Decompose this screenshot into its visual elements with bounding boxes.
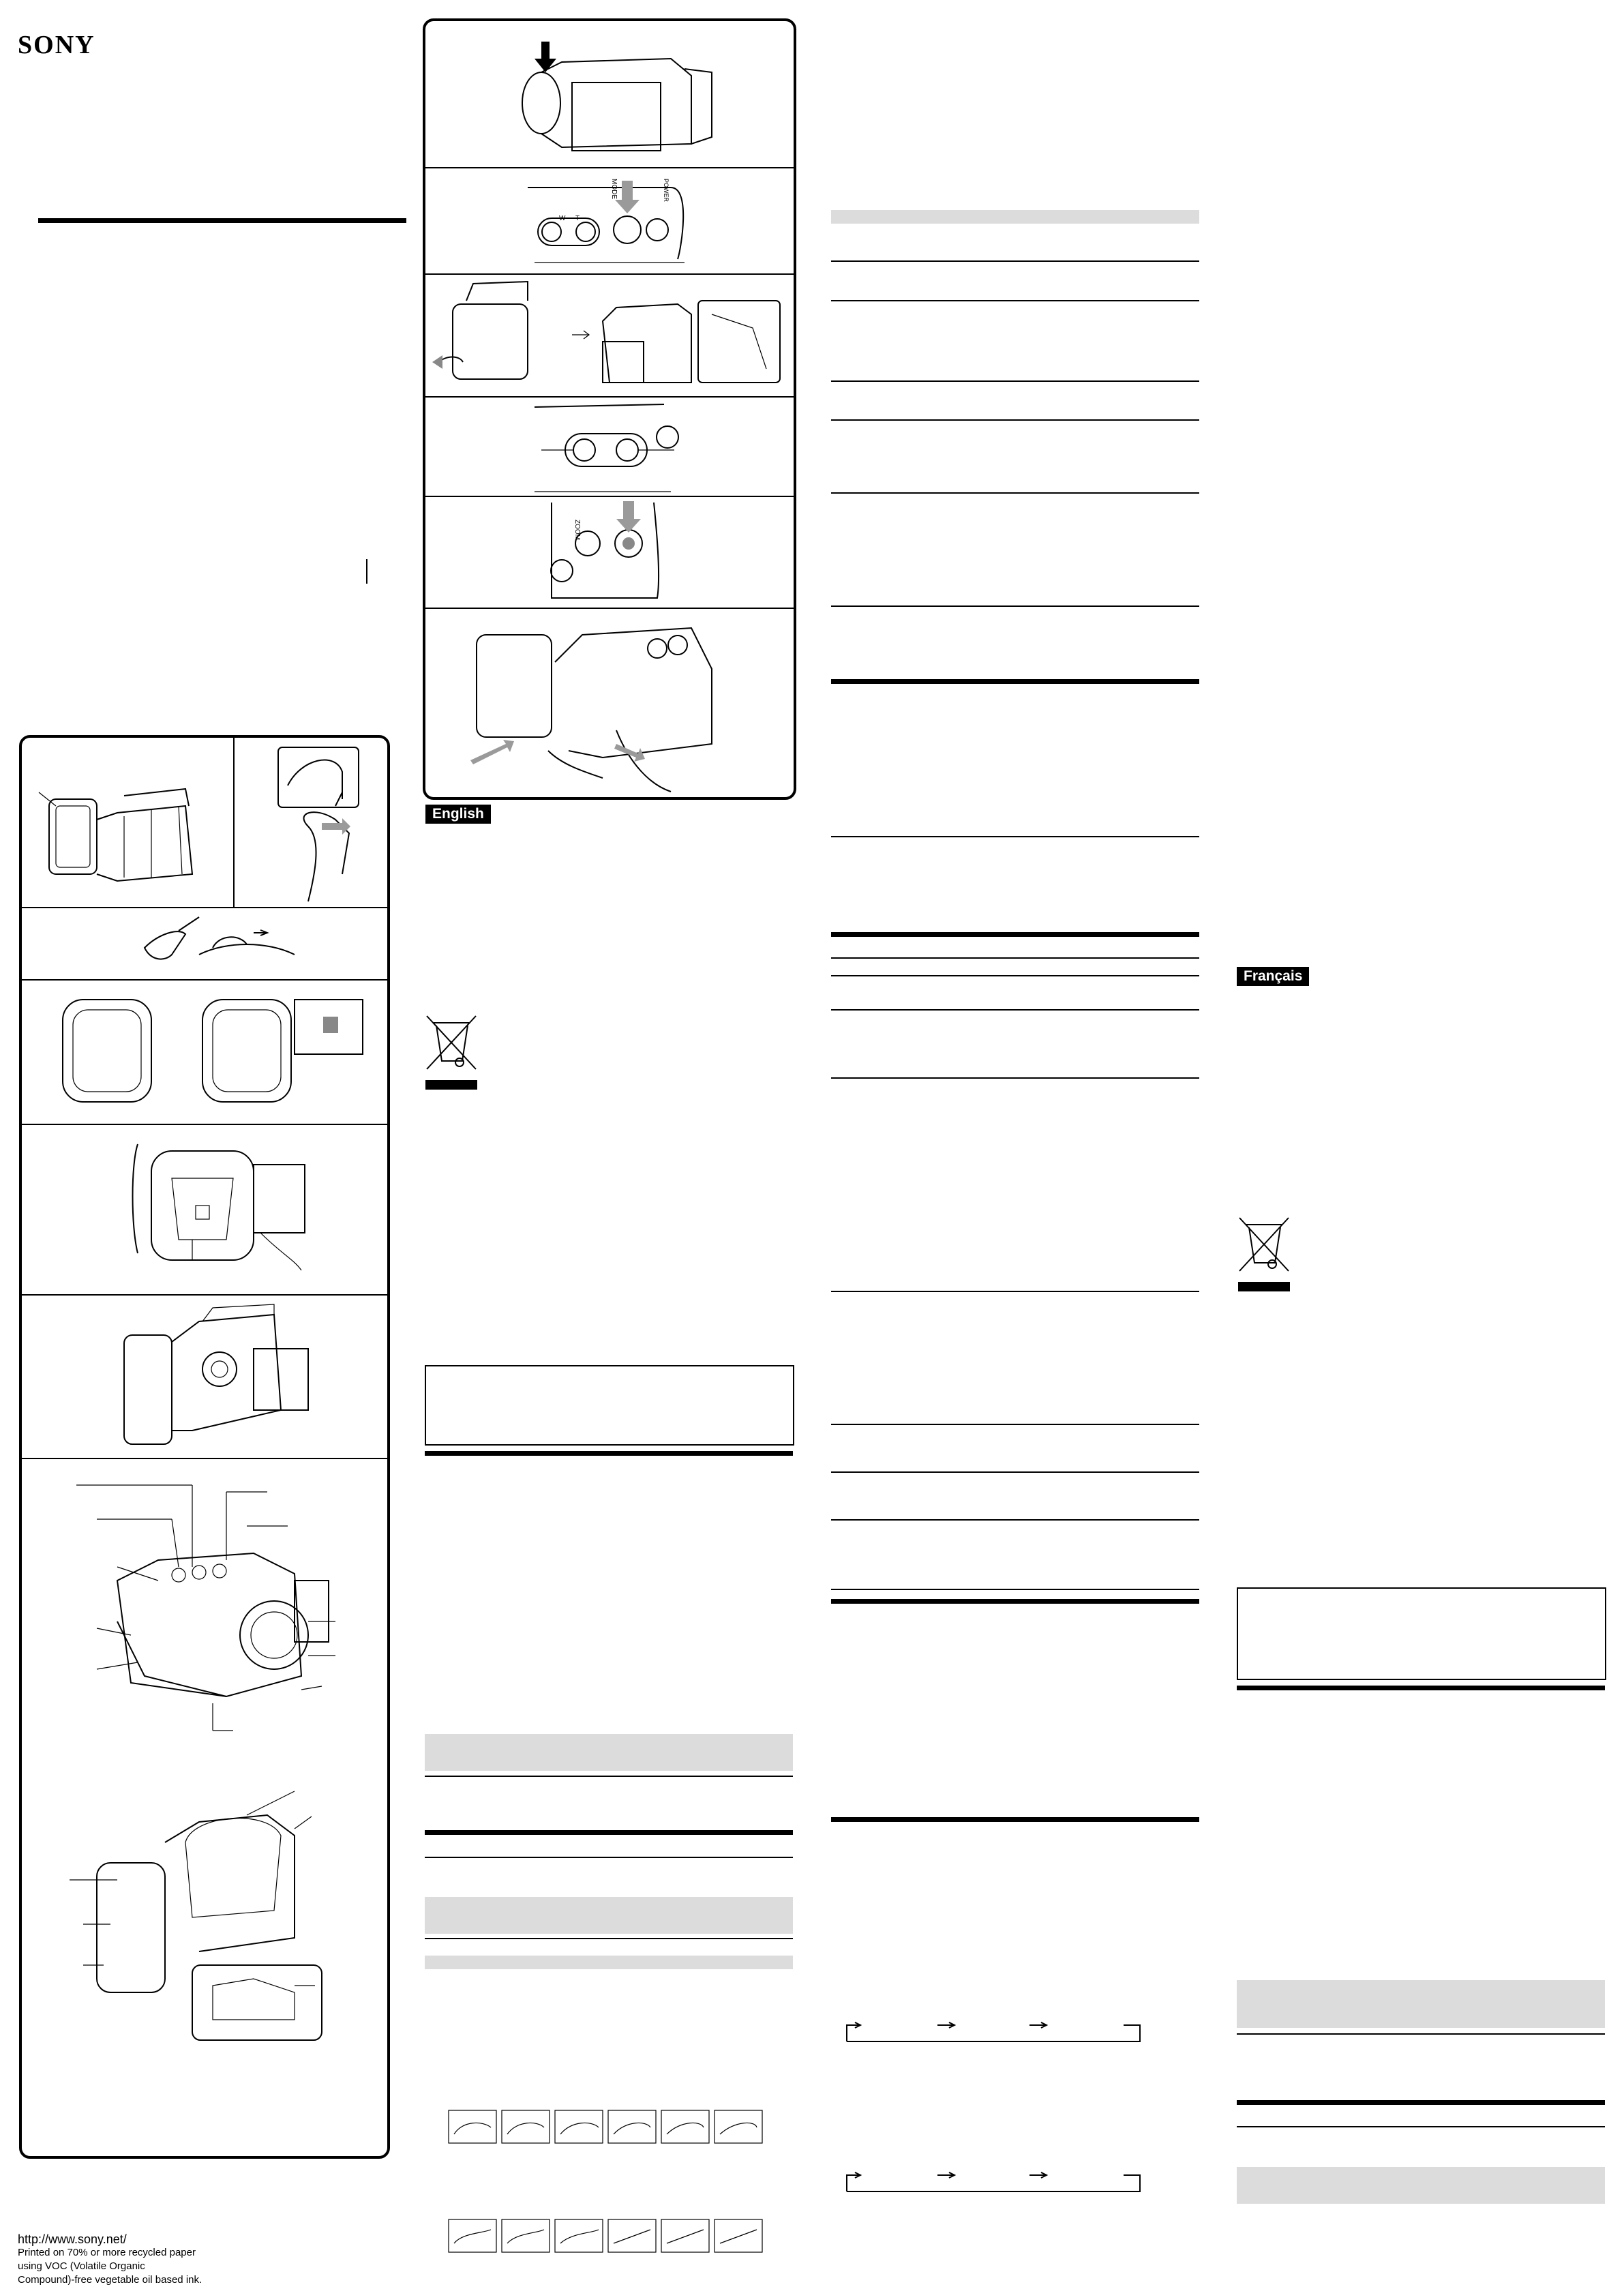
strap-diagram-row-1 bbox=[449, 2107, 762, 2148]
camera-insert-figure bbox=[425, 21, 794, 167]
housing-camera-figure bbox=[22, 1294, 387, 1458]
control-panel-power-figure bbox=[425, 496, 794, 608]
weee-crossed-bin-icon bbox=[424, 1015, 479, 1096]
illustration-panel-middle bbox=[423, 18, 796, 800]
power-button-label: POWER bbox=[663, 179, 670, 203]
remove-camera-figure bbox=[425, 608, 794, 794]
mode-cycle-diagram-2 bbox=[845, 2171, 1159, 2198]
website-link[interactable]: http://www.sony.net/ bbox=[18, 2232, 127, 2246]
zoom-button-label: ZOOM bbox=[573, 520, 581, 540]
seal-frames-figure bbox=[22, 979, 387, 1124]
notice-box-fr bbox=[1237, 1587, 1606, 1680]
marker-line bbox=[366, 559, 367, 584]
parts-figure-upper bbox=[22, 1458, 387, 1744]
control-panel-mode-figure bbox=[425, 167, 794, 273]
brand-logo: SONY bbox=[18, 31, 95, 59]
latch-figure bbox=[22, 907, 387, 979]
illustration-panel-left bbox=[19, 735, 390, 2159]
hand-figure bbox=[22, 738, 387, 907]
mode-button-label: MODE bbox=[610, 179, 618, 199]
language-tag-french: Français bbox=[1237, 967, 1309, 986]
open-housing-sequence-figure bbox=[425, 273, 794, 396]
footer bbox=[18, 2232, 202, 2287]
mode-cycle-diagram-1 bbox=[845, 2021, 1159, 2048]
print-note-line-1: Printed on 70% or more recycled paper bbox=[18, 2247, 196, 2258]
parts-figure-lower bbox=[22, 1761, 387, 2142]
w-label: W bbox=[559, 215, 566, 222]
control-panel-zoom-figure bbox=[425, 396, 794, 496]
t-label: T bbox=[575, 215, 580, 222]
strap-diagram-row-2 bbox=[449, 2216, 762, 2257]
weee-crossed-bin-icon-fr bbox=[1237, 1216, 1291, 1298]
language-tag-english: English bbox=[425, 805, 491, 824]
print-note-line-3: Compound)-free vegetable oil based ink. bbox=[18, 2274, 202, 2286]
print-note-line-2: using VOC (Volatile Organic bbox=[18, 2260, 145, 2272]
title-rule bbox=[38, 218, 406, 223]
notice-box bbox=[425, 1365, 794, 1446]
housing-interior-figure bbox=[22, 1124, 387, 1294]
